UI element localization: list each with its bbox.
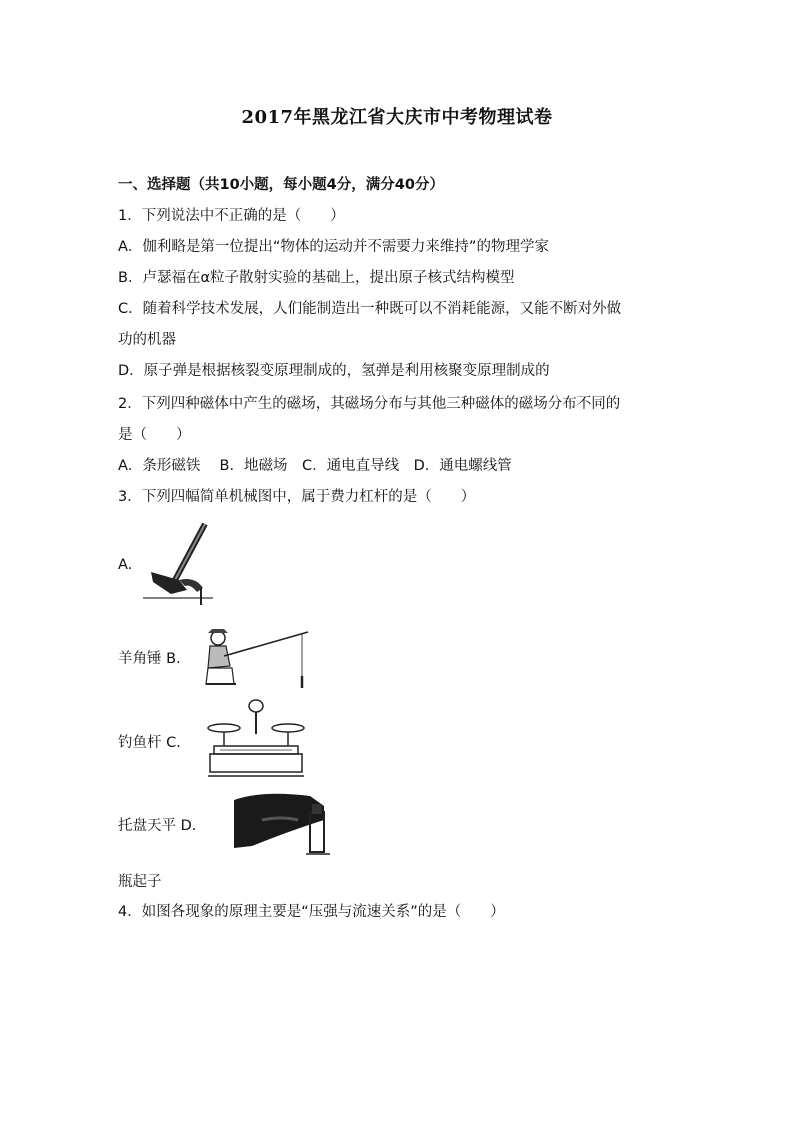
- tray-balance-figure: [206, 698, 306, 780]
- q3-stem: 3．下列四幅简单机械图中，属于费力杠杆的是（ ）: [118, 489, 476, 505]
- q3-last-caption: 瓶起子: [118, 874, 162, 890]
- section-heading: 一、选择题（共10小题，每小题4分，满分40分）: [118, 177, 444, 193]
- fishing-rod-figure: [198, 626, 313, 691]
- q1-option-c-line2: 功的机器: [118, 332, 176, 348]
- bottle-opener-figure: [232, 790, 337, 858]
- q1-option-d: D．原子弹是根据核裂变原理制成的，氢弹是利用核聚变原理制成的: [118, 363, 550, 379]
- q1-option-c-line1: C．随着科学技术发展，人们能制造出一种既可以不消耗能源，又能不断对外做: [118, 301, 622, 317]
- q4-stem: 4．如图各现象的原理主要是“压强与流速关系”的是（ ）: [118, 904, 505, 920]
- q2-stem-line1: 2．下列四种磁体中产生的磁场，其磁场分布与其他三种磁体的磁场分布不同的: [118, 396, 621, 412]
- claw-hammer-figure: [143, 520, 213, 605]
- q2-options: A．条形磁铁 B．地磁场 C．通电直导线 D．通电螺线管: [118, 458, 512, 474]
- q3-label-c: 钓鱼杆 C.: [118, 735, 181, 751]
- q1-option-a: A．伽利略是第一位提出“物体的运动并不需要力来维持”的物理学家: [118, 239, 549, 255]
- q2-stem-line2: 是（ ）: [118, 427, 191, 443]
- exam-title: 2017年黑龙江省大庆市中考物理试卷: [241, 107, 553, 128]
- q3-label-a: A.: [118, 557, 133, 573]
- q3-label-b: 羊角锤 B.: [118, 651, 181, 667]
- q1-stem: 1．下列说法中不正确的是（ ）: [118, 208, 345, 224]
- q1-option-b: B．卢瑟福在α粒子散射实验的基础上，提出原子核式结构模型: [118, 270, 515, 286]
- q3-label-d: 托盘天平 D.: [118, 818, 197, 834]
